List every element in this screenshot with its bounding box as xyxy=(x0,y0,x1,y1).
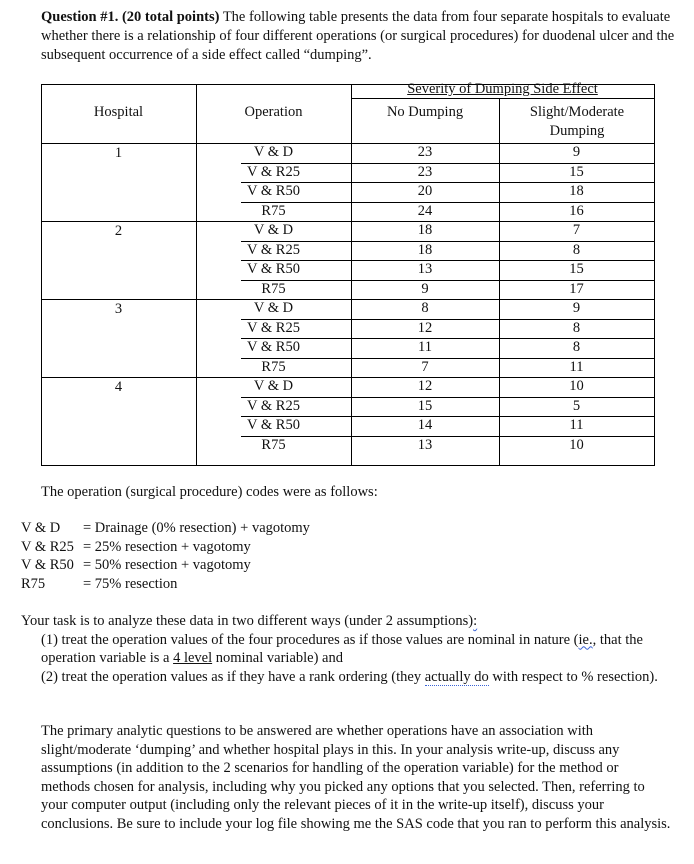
slight-dumping-cell: 8 xyxy=(572,241,581,258)
code-name: V & D xyxy=(21,520,61,536)
operation-cell: V & R50 xyxy=(247,417,300,433)
no-dumping-cell: 20 xyxy=(417,183,433,199)
slight-dumping-cell: 11 xyxy=(569,417,584,433)
task-section xyxy=(21,612,671,686)
hospital-id: 4 xyxy=(114,379,123,395)
operation-cell: V & R25 xyxy=(247,163,300,180)
no-dumping-cell: 15 xyxy=(417,397,433,414)
question-label: Question #1. (20 total points) xyxy=(41,9,220,25)
code-item xyxy=(21,519,310,538)
hospital-header: Hospital xyxy=(93,104,144,120)
no-dumping-cell: 24 xyxy=(417,202,433,219)
operation-cell: V & R50 xyxy=(247,261,300,277)
hospital-id: 3 xyxy=(114,301,123,317)
slight-dumping-cell: 9 xyxy=(572,144,581,160)
slight-dumping-cell: 7 xyxy=(572,222,581,238)
slight-dumping-cell: 5 xyxy=(572,397,581,414)
code-desc: = Drainage (0% resection) + vagotomy xyxy=(83,520,310,536)
hospital-id: 1 xyxy=(114,145,123,161)
slight-dumping-cell: 15 xyxy=(569,261,584,277)
task-item-1: (1) treat the operation values of the four procedures as if those values are nominal in nature (ie., that the operation variable is a 4 level nominal variable) and xyxy=(41,631,643,667)
code-name: V & R25 xyxy=(21,538,74,555)
operation-cell: V & D xyxy=(253,378,294,394)
slight-dumping-header: Slight/Moderate Dumping xyxy=(529,104,625,139)
no-dumping-cell: 13 xyxy=(417,436,433,453)
operation-cell: V & D xyxy=(253,222,294,238)
no-dumping-cell: 14 xyxy=(417,417,433,433)
code-desc: = 25% resection + vagotomy xyxy=(83,538,251,555)
no-dumping-cell: 23 xyxy=(417,163,433,180)
operation-header: Operation xyxy=(244,104,303,120)
no-dumping-cell: 23 xyxy=(417,144,433,160)
data-table xyxy=(41,81,655,466)
operation-cell: V & R25 xyxy=(247,397,300,414)
no-dumping-header: No Dumping xyxy=(386,104,464,120)
code-name: R75 xyxy=(21,575,46,592)
no-dumping-cell: 18 xyxy=(417,222,433,238)
operation-cell: V & R25 xyxy=(247,319,300,336)
no-dumping-cell: 11 xyxy=(418,339,432,355)
codes-intro: The operation (surgical procedure) codes were as follows: xyxy=(41,484,378,500)
no-dumping-cell: 7 xyxy=(421,358,429,375)
slight-dumping-cell: 8 xyxy=(572,319,581,336)
slight-dumping-cell: 11 xyxy=(569,358,584,375)
hospital-id: 2 xyxy=(114,223,123,239)
operation-cell: V & D xyxy=(253,144,294,160)
no-dumping-cell: 13 xyxy=(417,261,433,277)
slight-dumping-cell: 9 xyxy=(572,300,581,316)
no-dumping-cell: 8 xyxy=(421,300,429,316)
operation-cell: R75 xyxy=(261,280,286,297)
no-dumping-cell: 12 xyxy=(417,319,433,336)
severity-header: Severity of Dumping Side Effect xyxy=(407,81,598,97)
operation-cell: R75 xyxy=(261,436,286,453)
operation-cell: V & D xyxy=(253,300,294,316)
slight-dumping-cell: 10 xyxy=(569,436,584,453)
slight-dumping-cell: 17 xyxy=(569,280,584,297)
question-text xyxy=(41,8,686,65)
slight-dumping-cell: 8 xyxy=(572,339,581,355)
no-dumping-cell: 9 xyxy=(421,280,429,297)
no-dumping-cell: 12 xyxy=(417,378,433,394)
slight-dumping-cell: 16 xyxy=(569,202,584,219)
no-dumping-cell: 18 xyxy=(417,241,433,258)
task-intro: Your task is to analyze these data in two different ways (under 2 assumptions): xyxy=(21,613,478,629)
operation-cell: V & R50 xyxy=(247,183,300,199)
operation-cell: V & R25 xyxy=(247,241,300,258)
analysis-paragraph: The primary analytic questions to be answered are whether operations have an association with slight/moderate ‘dumping’ and whether hospital plays in this. In your analysis write-up, discuss any assumptions (in addition to the 2 scenarios for handling of the operation variable) for the method or methods chosen for analysis, including why you picked any options that you selected. Then, referring to your computer output (including only the relevant pieces of it in the write-up itself), discuss your conclusions. Be sure to include your log file showing me the SAS code that you ran to perform this analysis. xyxy=(41,723,671,832)
operation-cell: R75 xyxy=(261,358,286,375)
task-item-2: (2) treat the operation values as if they have a rank ordering (they actually do with respect to % resection). xyxy=(41,668,658,685)
code-desc: = 75% resection xyxy=(83,575,178,592)
code-desc: = 50% resection + vagotomy xyxy=(83,557,251,573)
operation-cell: V & R50 xyxy=(247,339,300,355)
code-name: V & R50 xyxy=(21,557,74,573)
slight-dumping-cell: 18 xyxy=(569,183,584,199)
slight-dumping-cell: 10 xyxy=(569,378,584,394)
code-item xyxy=(21,575,310,594)
codes-list xyxy=(21,519,310,593)
question-body: The following table presents the data from four separate hospitals to evaluate whether there is a relationship of four different operations (or surgical procedures) for duodenal ulcer and the subsequent occurrence of a side effect called “dumping”. xyxy=(41,9,675,63)
code-item xyxy=(21,556,310,575)
code-item xyxy=(21,538,310,557)
slight-dumping-cell: 15 xyxy=(569,163,584,180)
operation-cell: R75 xyxy=(261,202,286,219)
